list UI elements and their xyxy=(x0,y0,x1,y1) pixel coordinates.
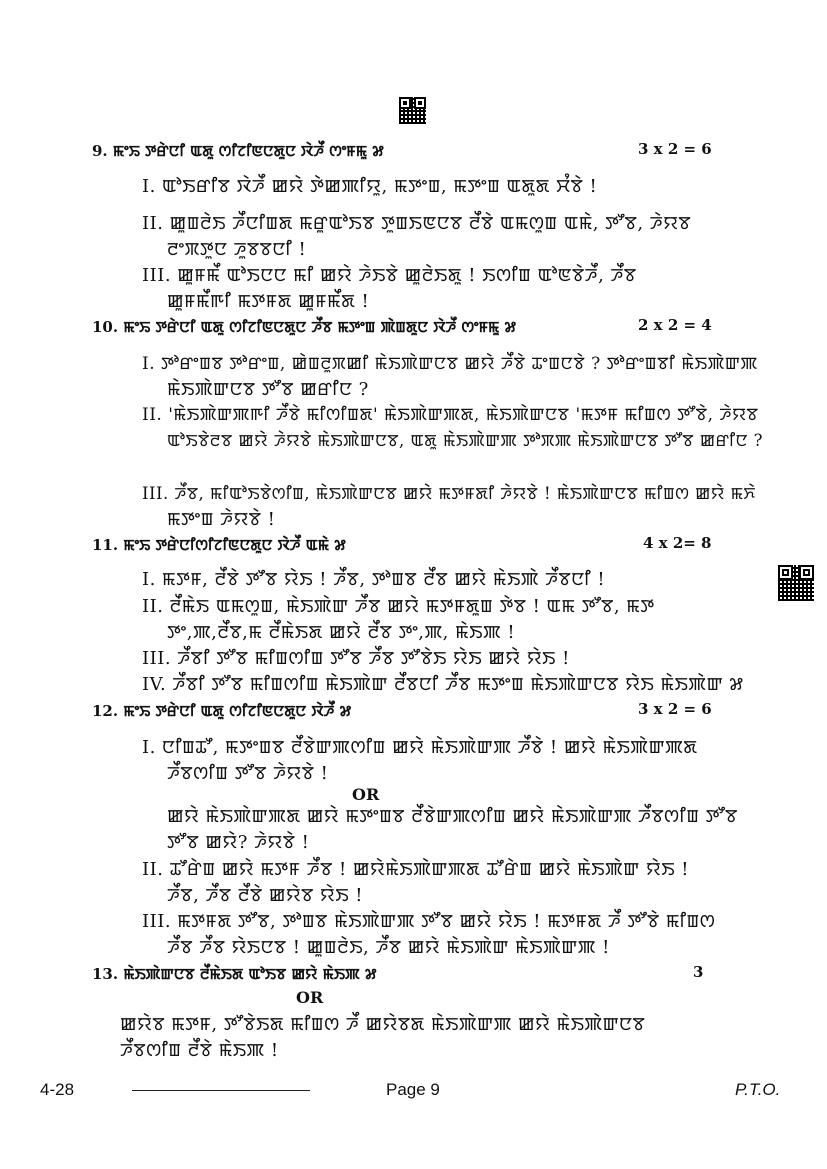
question-11-marks: 4 x 2= 8 xyxy=(643,534,712,552)
qr-code-side xyxy=(778,565,814,601)
q10-line-3: II. 'ꯃꯥꯏꯄꯥꯛꯄꯒꯤ ꯍꯩꯕꯥ ꯃꯤꯁꯤꯡꯗ' ꯃꯥꯏꯄꯥꯛꯄꯗ, ꯃꯥꯏꯄꯥꯛꯅꯕ 'ꯃꯇꯝ ꯃꯤꯡꯁ ꯇꯧꯕꯥ, ꯍꯥꯌꯕ xyxy=(142,405,759,425)
question-12-marks: 3 x 2 = 6 xyxy=(638,700,712,718)
qr-code-top xyxy=(399,97,426,124)
q11-line-5: IV. ꯍꯩꯕꯤ ꯇꯧꯕ ꯃꯤꯡꯁꯤꯡ ꯃꯥꯏꯄꯥꯛ ꯂꯩꯕꯅꯤ ꯍꯩꯕ ꯃꯇꯦꯡ ꯃꯥꯏꯄꯥꯛꯅꯕ ꯌꯥꯏ ꯃꯥꯏꯄꯥꯛ ꯷ xyxy=(142,674,744,695)
q9-line-5: ꯀꯨꯝꯃꯩꯒꯤ ꯃꯇꯝꯗ ꯀꯨꯝꯃꯩꯗ ! xyxy=(167,291,370,312)
q11-line-4: III. ꯍꯩꯕꯤ ꯇꯧꯕ ꯃꯤꯡꯁꯤꯡ ꯇꯧꯕ ꯍꯩꯕ ꯇꯧꯕꯥꯏ ꯌꯥꯏ ꯀꯌꯥ ꯌꯥꯏ ! xyxy=(142,648,570,669)
question-13-marks: 3 xyxy=(693,963,704,981)
page-number: Page 9 xyxy=(386,1080,440,1099)
pto-label: P.T.O. xyxy=(735,1080,781,1099)
q12-or-label: OR xyxy=(352,785,380,804)
question-12-heading: 12. ꯃꯦꯢ ꯇꯔꯥꯅꯤ ꯑꯗꯨ ꯁꯤꯖꯤꯟꯅꯗꯨꯅ ꯋꯥꯍꯩ ꯷ xyxy=(92,702,352,720)
q12-or-line-6: ꯍꯩꯕ ꯍꯩꯕ ꯌꯥꯏꯅꯕ ! ꯀꯨꯡꯂꯥꯏ, ꯍꯩꯕ ꯀꯌꯥ ꯃꯥꯏꯄꯥꯛ ꯃꯥꯏꯄꯥꯛꯄ ! xyxy=(167,937,610,958)
q10-line-5: III. ꯍꯩꯕ, ꯃꯤꯑꯣꯏꯕꯥꯁꯤꯡ, ꯃꯥꯏꯄꯥꯛꯅꯕ ꯀꯌꯥ ꯃꯇꯝꯗꯤ ꯍꯥꯌꯕꯥ ! ꯃꯥꯏꯄꯥꯛꯅꯕ ꯃꯤꯡꯁ ꯀꯌꯥ ꯃꯈꯥ xyxy=(142,484,756,503)
q11-line-3: ꯇꯦ,ꯄ,ꯂꯩꯕ,ꯃ ꯂꯩꯃꯥꯏꯗ ꯀꯌꯥ ꯂꯩꯕ ꯇꯦ,ꯄ, ꯃꯥꯏꯄ ! xyxy=(167,622,516,643)
q9-line-2: II. ꯀꯨꯡꯂꯥꯏ ꯍꯩꯅꯤꯡꯗ ꯃꯔꯨꯑꯣꯏꯕ ꯇꯨꯡꯏꯟꯅꯕ ꯂꯩꯕꯥ ꯑꯃꯁꯨꯡ ꯑꯃꯥ, ꯇꯧꯕ, ꯍꯥꯌꯕ xyxy=(142,213,692,234)
q12-or-line-2: ꯇꯧꯕ ꯀꯌꯥ? ꯍꯥꯌꯕꯥ ! xyxy=(167,832,310,853)
question-11-heading: 11. ꯃꯦꯢ ꯇꯔꯥꯅꯤꯁꯤꯖꯤꯟꯅꯗꯨꯅ ꯋꯥꯍꯩ ꯑꯃꯥ ꯷ xyxy=(92,536,346,554)
q12-line-2: ꯍꯩꯕꯁꯤꯡ ꯇꯧꯕ ꯍꯥꯌꯕꯥ ! xyxy=(167,763,329,784)
q12-line-1: I. ꯅꯤꯡꯊꯧ, ꯃꯇꯦꯡꯕ ꯂꯩꯕꯥꯛꯄꯁꯤꯡ ꯀꯌꯥ ꯃꯥꯏꯄꯥꯛꯄ ꯍꯩꯕꯥ ! ꯀꯌꯥ ꯃꯥꯏꯄꯥꯛꯄꯗ xyxy=(142,737,698,758)
footer-divider xyxy=(132,1090,310,1091)
q12-or-line-4: ꯍꯩꯕ, ꯍꯩꯕ ꯂꯩꯕꯥ ꯀꯌꯥꯕ ꯌꯥꯏ ! xyxy=(167,885,364,906)
q10-line-6: ꯃꯇꯦꯡ ꯍꯥꯌꯕꯥ ! xyxy=(167,509,276,530)
q13-or-line-1: ꯀꯌꯥꯕ ꯃꯇꯝ, ꯇꯧꯕꯥꯏꯗ ꯃꯤꯡꯁ ꯍꯩ ꯀꯌꯥꯕꯗ ꯃꯥꯏꯄꯥꯛꯄ ꯀꯌꯥ ꯃꯥꯏꯄꯥꯛꯅꯕ xyxy=(120,1014,646,1035)
q9-line-1: I. ꯑꯣꯏꯔꯤꯕ ꯋꯥꯍꯩ ꯀꯌꯥ ꯇꯥꯀꯄꯤꯌꯨ, ꯃꯇꯦꯡ, ꯃꯇꯦꯡ ꯑꯗꯨꯗ ꯆꯪꯕꯥ ! xyxy=(142,176,598,197)
q11-line-1: I. ꯃꯇꯝ, ꯂꯩꯕꯥ ꯇꯧꯕ ꯌꯥꯏ ! ꯍꯩꯕ, ꯇꯣꯡꯕ ꯂꯩꯕ ꯀꯌꯥ ꯃꯥꯏꯄꯥ ꯍꯩꯕꯅꯤ ! xyxy=(142,569,606,590)
q10-line-1: I. ꯇꯣꯔꯦꯡꯕ ꯇꯣꯔꯦꯡ, ꯀꯥꯡꯂꯨꯞꯀꯤ ꯃꯥꯏꯄꯥꯛꯅꯕ ꯀꯌꯥ ꯍꯩꯕꯥ ꯊꯦꯡꯅꯕꯥ ? ꯇꯣꯔꯦꯡꯕꯤ ꯃꯥꯏꯄꯥꯛꯄ xyxy=(142,354,758,374)
q12-or-line-1: ꯀꯌꯥ ꯃꯥꯏꯄꯥꯛꯄꯗ ꯀꯌꯥ ꯃꯇꯦꯡꯕ ꯂꯩꯕꯥꯛꯄꯁꯤꯡ ꯀꯌꯥ ꯃꯥꯏꯄꯥꯛꯄ ꯍꯩꯕꯁꯤꯡ ꯇꯧꯕ xyxy=(167,806,738,827)
q13-or-line-2: ꯍꯩꯕꯁꯤꯡ ꯂꯩꯕꯥ ꯃꯥꯏꯄ ! xyxy=(120,1040,279,1061)
question-10-heading: 10. ꯃꯦꯢ ꯇꯔꯥꯅꯤ ꯑꯗꯨ ꯁꯤꯖꯤꯟꯅꯗꯨꯅ ꯍꯩꯕ ꯃꯇꯦꯡ ꯄꯥꯡꯗꯨꯅ ꯋꯥꯍꯩ ꯁꯦꯝꯃꯨ ꯷ xyxy=(92,318,517,336)
footer-code: 4-28 xyxy=(40,1080,75,1099)
q10-line-2: ꯃꯥꯏꯄꯥꯛꯅꯕ ꯇꯧꯕ ꯀꯔꯤꯅ ? xyxy=(167,379,369,400)
q13-or-label: OR xyxy=(296,988,324,1007)
q10-line-4: ꯑꯣꯏꯕꯥꯂꯕ ꯀꯌꯥ ꯍꯥꯌꯕꯥ ꯃꯥꯏꯄꯥꯛꯅꯕ, ꯑꯗꯨ ꯃꯥꯏꯄꯥꯛꯄ ꯇꯣꯞꯄ ꯃꯥꯏꯄꯥꯛꯅꯕ ꯇꯧꯕ ꯀꯔꯤꯅ ? xyxy=(167,431,763,450)
question-9-heading: 9. ꯃꯦꯢ ꯇꯔꯥꯅꯤ ꯑꯗꯨ ꯁꯤꯖꯤꯟꯅꯗꯨꯅ ꯋꯥꯍꯩ ꯁꯦꯝꯃꯨ ꯷ xyxy=(92,142,384,160)
q9-line-4: III. ꯀꯨꯝꯃꯩ ꯑꯣꯏꯅꯅ ꯃꯤ ꯀꯌꯥ ꯍꯥꯏꯕꯥ ꯀꯨꯂꯥꯏꯗꯨ ! ꯏꯁꯤꯡ ꯑꯣꯟꯕꯥꯍꯩ, ꯍꯩꯕ xyxy=(142,265,637,286)
q9-line-3: ꯂꯦꯞꯇꯨꯅ ꯍꯨꯕꯕꯅꯤ ! xyxy=(167,239,307,260)
question-13-heading: 13. ꯃꯥꯏꯄꯥꯛꯅꯕ ꯂꯩꯃꯥꯏꯗ ꯑꯣꯏꯕ ꯀꯌꯥ ꯃꯥꯏꯄ ꯷ xyxy=(92,965,377,983)
question-10-marks: 2 x 2 = 4 xyxy=(638,316,712,334)
question-9-marks: 3 x 2 = 6 xyxy=(638,140,712,158)
q12-or-line-5: III. ꯃꯇꯝꯗ ꯇꯧꯕ, ꯇꯣꯡꯕ ꯃꯥꯏꯄꯥꯛꯄ ꯇꯧꯕ ꯀꯌꯥ ꯌꯥꯏ ! ꯃꯇꯝꯗ ꯍꯩ ꯇꯧꯕꯥ ꯃꯤꯡꯁ xyxy=(142,911,716,932)
q12-or-line-3: II. ꯊꯧꯔꯥꯡ ꯀꯌꯥ ꯃꯇꯝ ꯍꯩꯕ ! ꯀꯌꯥꯃꯥꯏꯄꯥꯛꯄꯗ ꯊꯧꯔꯥꯡ ꯀꯌꯥ ꯃꯥꯏꯄꯥꯛ ꯌꯥꯏ ! xyxy=(142,859,689,880)
q11-line-2: II. ꯂꯩꯃꯥꯏ ꯑꯃꯁꯨꯡ, ꯃꯥꯏꯄꯥꯛ ꯍꯩꯕ ꯀꯌꯥ ꯃꯇꯝꯗꯨꯡ ꯇꯥꯕ ! ꯑꯃ ꯇꯧꯕ, ꯃꯇ xyxy=(142,596,655,617)
